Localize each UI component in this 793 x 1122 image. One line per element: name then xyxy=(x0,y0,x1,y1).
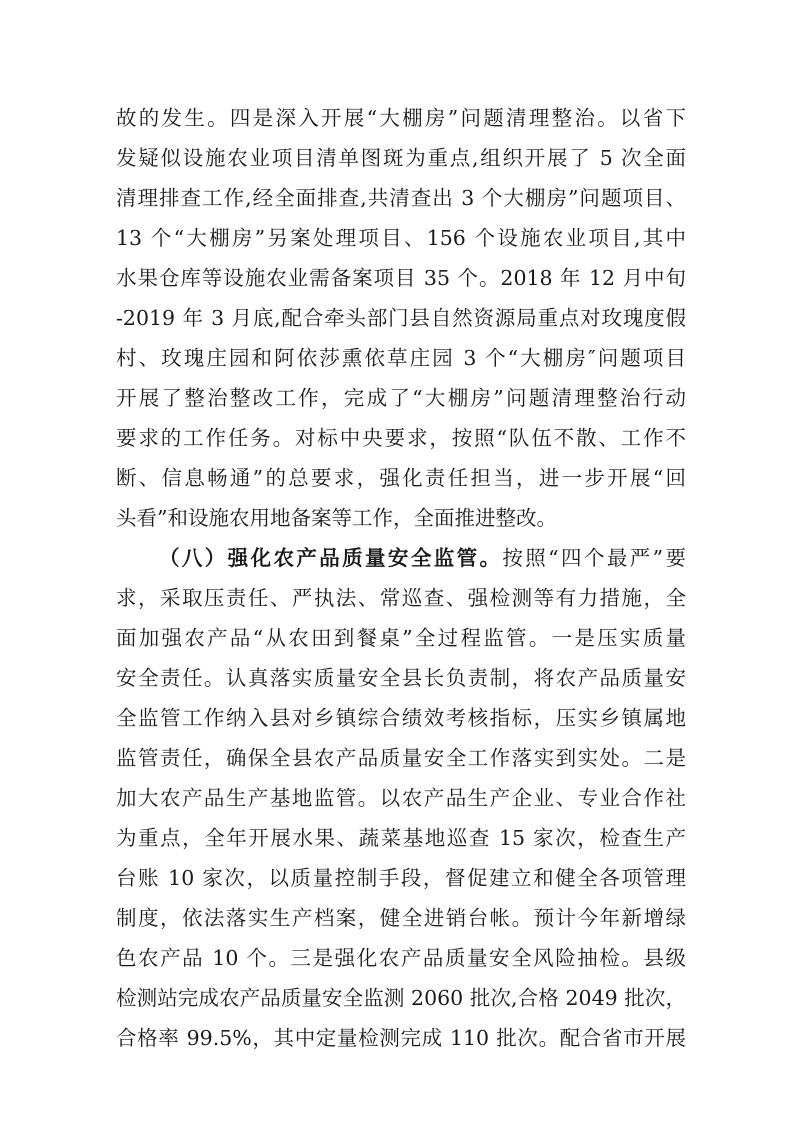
paragraph-line: 发疑似设施农业项目清单图斑为重点,组织开展了 5 次全面 xyxy=(116,146,686,170)
paragraph-line: 监管责任，确保全县农产品质量安全工作落实到实处。二是 xyxy=(116,746,686,770)
paragraph-line: 为重点，全年开展水果、蔬菜基地巡查 15 家次，检查生产 xyxy=(116,826,686,850)
body-text xyxy=(116,98,686,1058)
paragraph-line: 水果仓库等设施农业需备案项目 35 个。2018 年 12 月中旬 xyxy=(116,266,686,290)
paragraph-line: 台账 10 家次，以质量控制手段，督促建立和健全各项管理 xyxy=(116,866,686,890)
paragraph-line: 头看”和设施农用地备案等工作，全面推进整改。 xyxy=(116,506,557,530)
paragraph-line: 要求的工作任务。对标中央要求，按照“队伍不散、工作不 xyxy=(116,426,686,450)
section-first-line xyxy=(116,538,686,578)
paragraph-line: 制度，依法落实生产档案，健全进销台帐。预计今年新增绿 xyxy=(116,906,686,930)
paragraph-line: 13 个“大棚房”另案处理项目、156 个设施农业项目,其中 xyxy=(116,226,686,250)
paragraph-line: 断、信息畅通”的总要求，强化责任担当，进一步开展“回 xyxy=(116,466,686,490)
paragraph-line: 合格率 99.5%，其中定量检测完成 110 批次。配合省市开展 xyxy=(116,1026,686,1050)
paragraph-line: 检测站完成农产品质量安全监测 2060 批次,合格 2049 批次， xyxy=(116,986,686,1010)
paragraph-line: 清理排查工作,经全面排查,共清查出 3 个大棚房”问题项目、 xyxy=(116,186,686,210)
paragraph-line: 开展了整治整改工作，完成了“大棚房”问题清理整治行动 xyxy=(116,386,686,410)
paragraph-line: 安全责任。认真落实质量安全县长负责制，将农产品质量安 xyxy=(116,666,686,690)
paragraph-line: 全监管工作纳入县对乡镇综合绩效考核指标，压实乡镇属地 xyxy=(116,706,686,730)
paragraph-line: 村、玫瑰庄园和阿依莎熏依草庄园 3 个“大棚房″问题项目 xyxy=(116,346,686,370)
section-heading: （八）强化农产品质量安全监管。 xyxy=(159,546,503,570)
paragraph-line: 色农产品 10 个。三是强化农产品质量安全风险抽检。县级 xyxy=(116,946,686,970)
paragraph-line: 加大农产品生产基地监管。以农产品生产企业、专业合作社 xyxy=(116,786,686,810)
section-heading-rest: 按照“四个最严”要 xyxy=(502,546,686,570)
paragraph-line: -2019 年 3 月底,配合牵头部门县自然资源局重点对玫瑰度假 xyxy=(116,306,686,330)
paragraph-line: 故的发生。四是深入开展“大棚房”问题清理整治。以省下 xyxy=(116,106,686,130)
paragraph-line: 求，采取压责任、严执法、常巡查、强检测等有力措施，全 xyxy=(116,586,686,610)
paragraph-line: 面加强农产品“从农田到餐桌”全过程监管。一是压实质量 xyxy=(116,626,686,650)
